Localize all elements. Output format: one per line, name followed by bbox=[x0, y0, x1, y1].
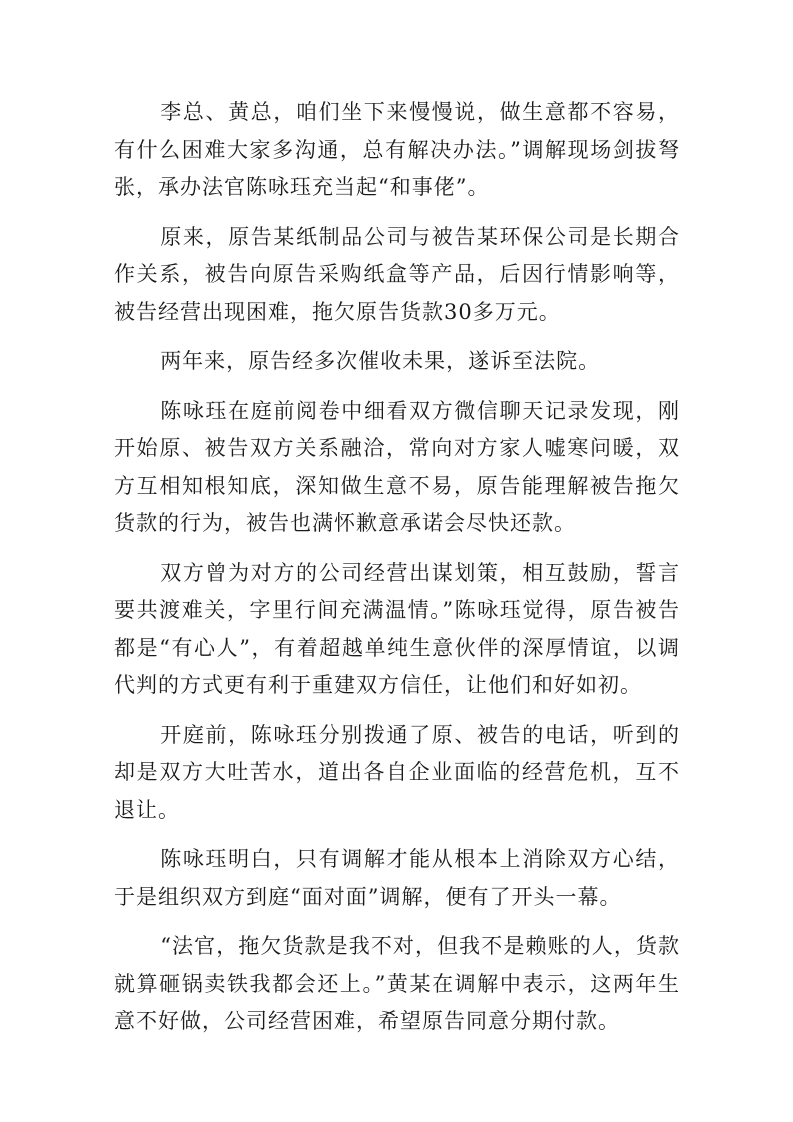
paragraph-6: 开庭前，陈咏珏分别拨通了原、被告的电话，听到的却是双方大吐苦水，道出各自企业面临的经营危机，互不退让。 bbox=[114, 722, 680, 822]
paragraph-4: 陈咏珏在庭前阅卷中细看双方微信聊天记录发现，刚开始原、被告双方关系融洽，常向对方家人嘘寒问暖，双方互相知根知底，深知做生意不易，原告能理解被告拖欠货款的行为，被告也满怀歉意承诺会尽快还款。 bbox=[114, 398, 680, 535]
article-body bbox=[114, 94, 680, 1053]
paragraph-3: 两年来，原告经多次催收未果，遂诉至法院。 bbox=[160, 349, 601, 373]
paragraph-8: “法官，拖欠货款是我不对，但我不是赖账的人，货款就算砸锅卖铁我都会还上。”黄某在调解中表示，这两年生意不好做，公司经营困难，希望原告同意分期付款。 bbox=[114, 934, 680, 1033]
paragraph-2: 原来，原告某纸制品公司与被告某环保公司是长期合作关系，被告向原告采购纸盒等产品，后因行情影响等，被告经营出现困难，拖欠原告货款30多万元。 bbox=[114, 224, 680, 324]
paragraph-5: 双方曾为对方的公司经营出谋划策，相互鼓励，誓言要共渡难关，字里行间充满温情。”陈咏珏觉得，原告被告都是“有心人”，有着超越单纯生意伙伴的深厚情谊，以调代判的方式更有利于重建双方信任，让他们和好如初。 bbox=[114, 560, 680, 697]
paragraph-1: 李总、黄总，咱们坐下来慢慢说，做生意都不容易，有什么困难大家多沟通，总有解决办法。”调解现场剑拔弩张，承办法官陈咏珏充当起“和事佬”。 bbox=[114, 100, 680, 199]
paragraph-7: 陈咏珏明白，只有调解才能从根本上消除双方心结，于是组织双方到庭“面对面”调解，便有了开头一幕。 bbox=[114, 847, 680, 909]
